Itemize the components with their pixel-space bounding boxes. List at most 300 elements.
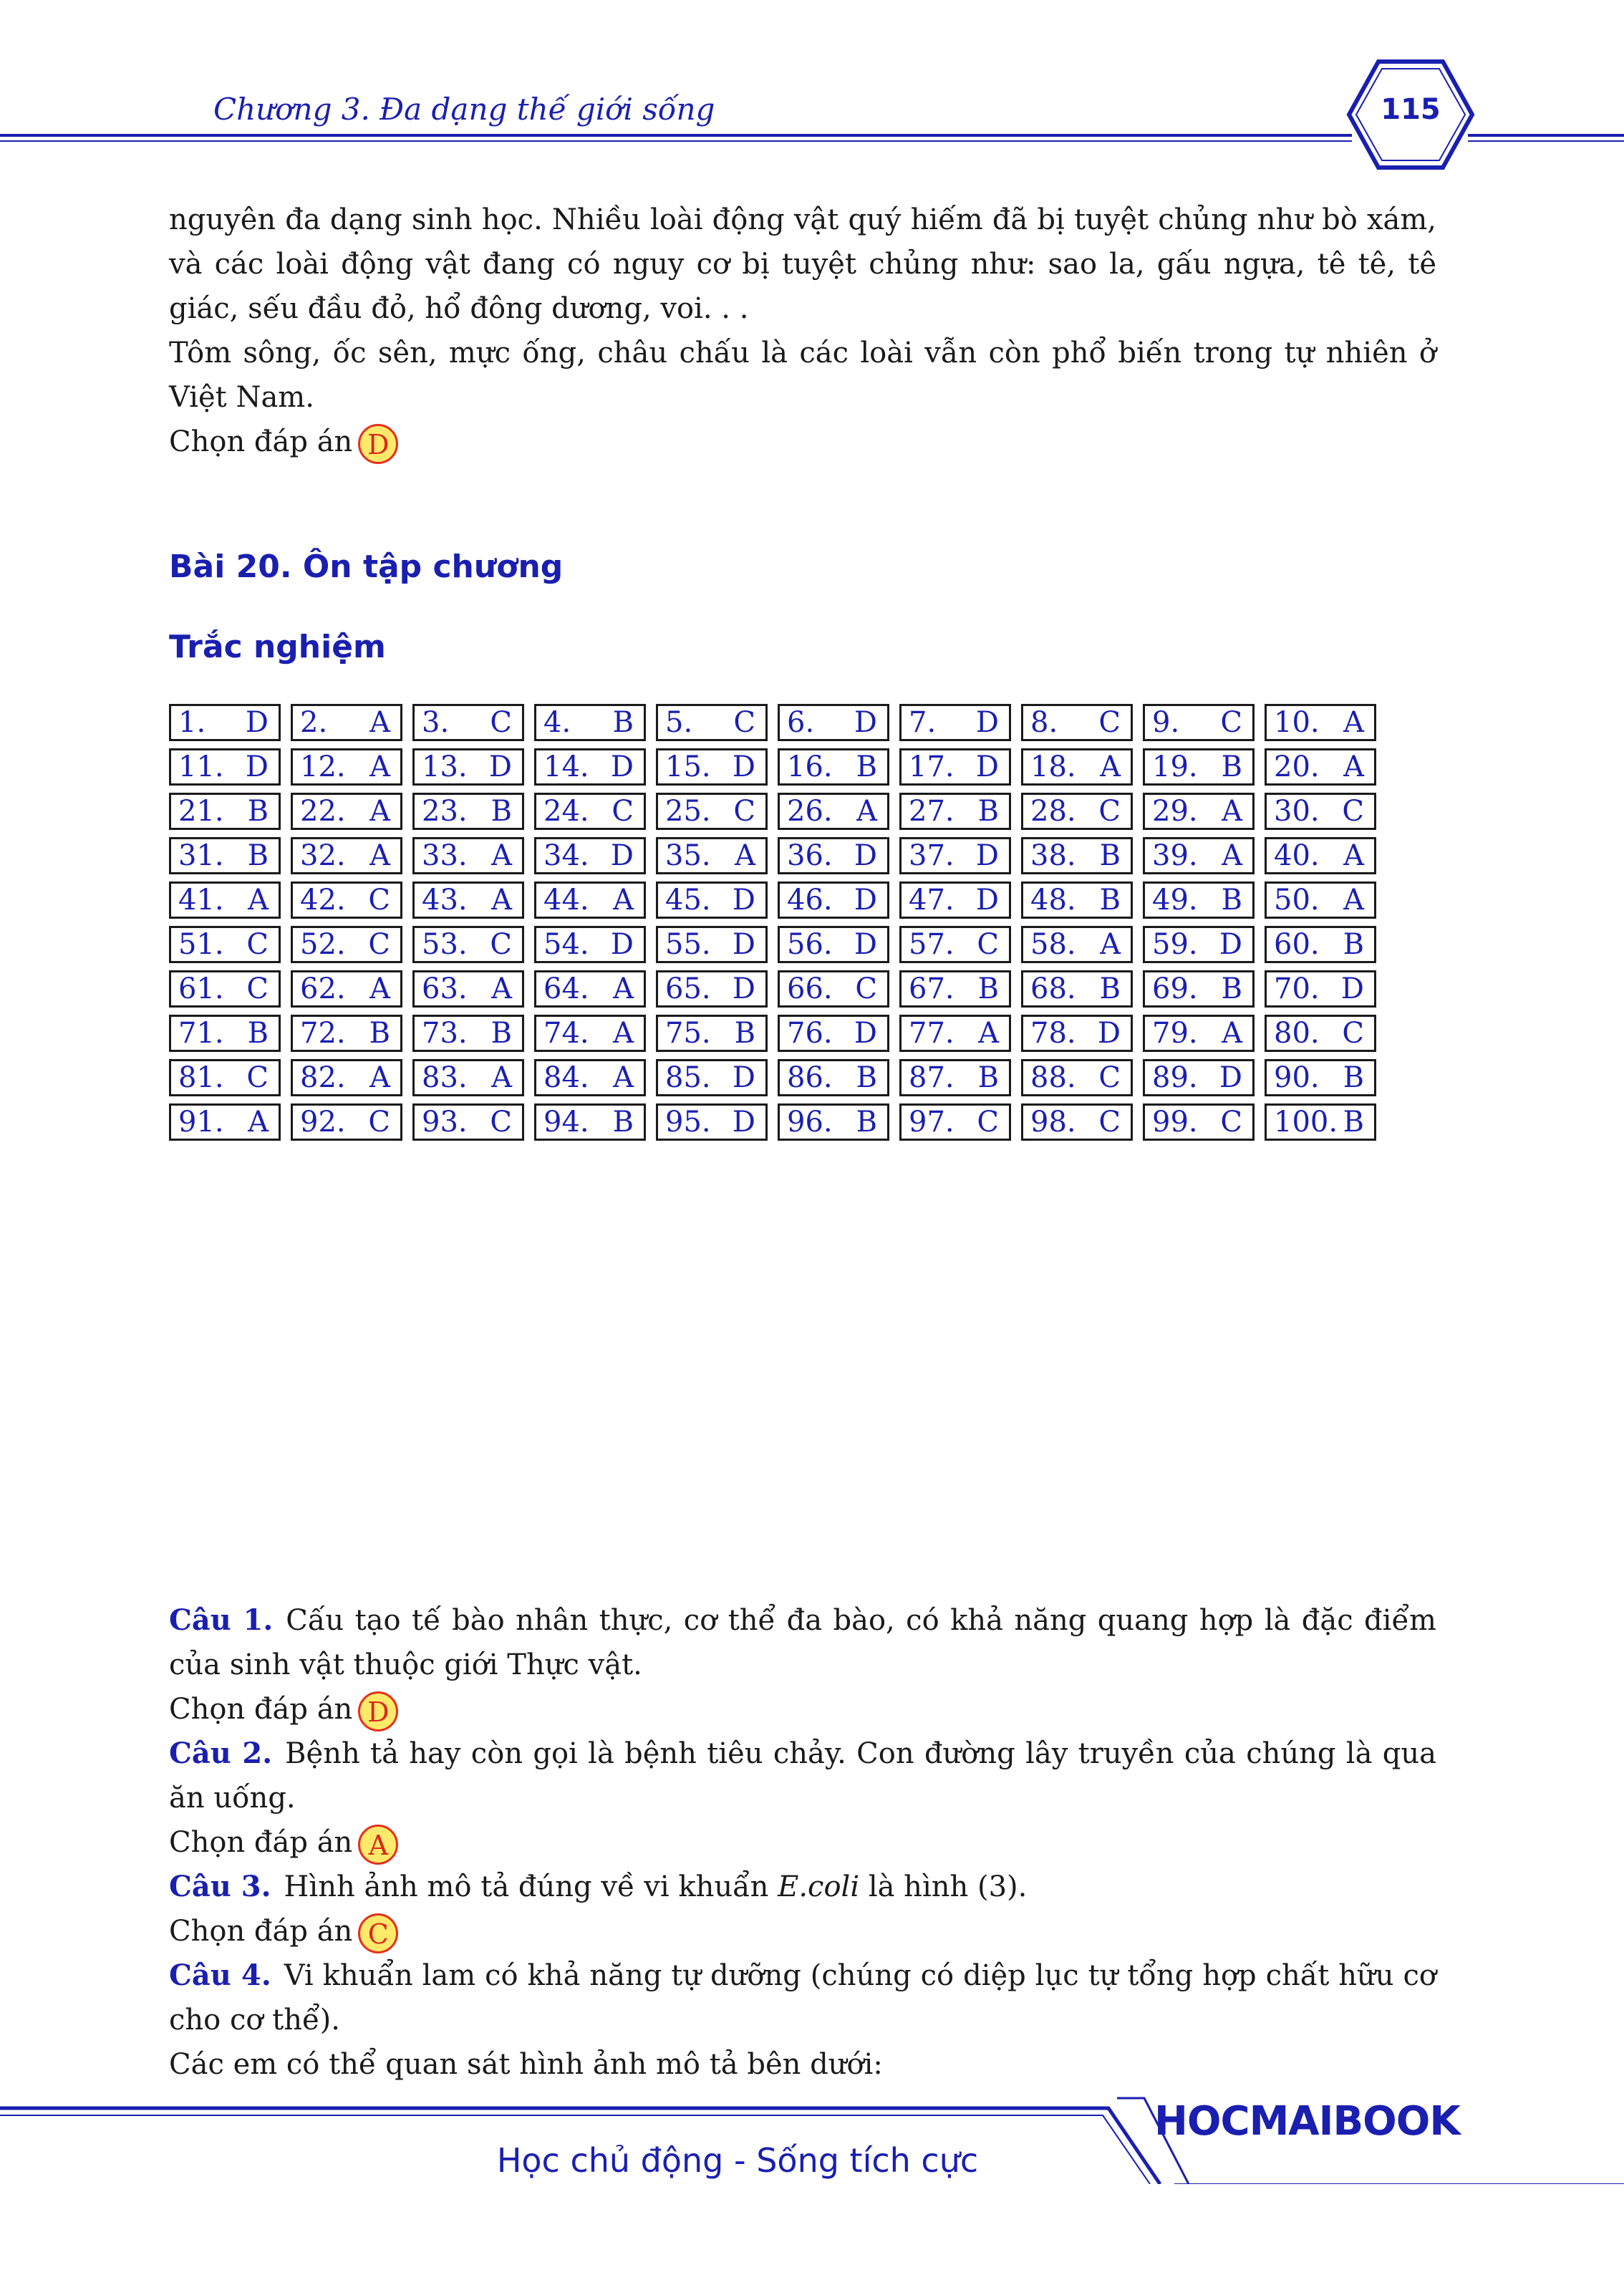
answer-cell	[656, 926, 768, 963]
answer-letter: C	[1098, 706, 1121, 739]
answer-letter: A	[613, 884, 634, 917]
answer-cell	[169, 837, 281, 874]
answer-cell	[534, 704, 646, 741]
answer-letter: B	[490, 795, 512, 828]
answer-cell	[1143, 926, 1255, 963]
answer-cell	[291, 926, 402, 963]
answer-circle: D	[358, 424, 398, 464]
answer-number: 77.	[909, 1017, 954, 1050]
answer-number: 98.	[1030, 1106, 1076, 1139]
question-2-text: Bệnh tả hay còn gọi là bệnh tiêu chảy. Con đường lây truyền của chúng là qua ăn uống.	[169, 1737, 1436, 1815]
answer-cell	[656, 1015, 768, 1052]
choose-label: Chọn đáp án	[169, 1693, 353, 1726]
answer-cell	[1021, 837, 1133, 874]
answer-letter: B	[369, 1017, 390, 1050]
answer-letter: B	[977, 972, 999, 1005]
answer-letter: C	[612, 795, 634, 828]
answer-letter: D	[732, 750, 755, 783]
answer-letter: A	[491, 884, 512, 917]
answer-cell	[1265, 1059, 1376, 1096]
answer-number: 82.	[300, 1061, 346, 1094]
answer-letter: D	[488, 750, 512, 783]
answer-cell	[778, 704, 889, 741]
answer-number: 72.	[300, 1017, 346, 1050]
answer-letter: C	[246, 972, 269, 1005]
question-2-label: Câu 2.	[169, 1737, 273, 1770]
answer-letter: A	[1343, 706, 1364, 739]
question-4-text: Vi khuẩn lam có khả năng tự dưỡng (chúng có diệp lục tự tổng hợp chất hữu cơ cho cơ thể).	[169, 1959, 1436, 2037]
answer-number: 96.	[787, 1106, 833, 1139]
answer-letter: D	[610, 839, 634, 872]
answer-number: 47.	[909, 884, 954, 917]
answer-number: 1.	[178, 706, 206, 739]
answer-circle: A	[358, 1825, 398, 1865]
intro-paragraph-1: nguyên đa dạng sinh học. Nhiều loài động vật quý hiếm đã bị tuyệt chủng như bò xám, và các loài động vật đang có nguy cơ bị tuyệt chủng như: sao la, gấu ngựa, tê tê, tê giác, sếu đầu đỏ, hổ đông dương, voi. . .	[169, 203, 1436, 325]
answer-letter: C	[1220, 706, 1242, 739]
answer-number: 4.	[543, 706, 571, 739]
answer-letter: B	[856, 1106, 877, 1139]
answer-letter: D	[854, 884, 877, 917]
answer-number: 75.	[665, 1017, 711, 1050]
answer-letter: D	[1219, 928, 1242, 961]
answer-cell	[1265, 704, 1376, 741]
answer-cell	[412, 1015, 524, 1052]
answer-cell	[534, 1059, 646, 1096]
answer-letter: D	[1340, 972, 1364, 1005]
answer-cell	[412, 970, 524, 1008]
answer-letter: A	[1222, 795, 1242, 828]
answer-number: 12.	[300, 750, 346, 783]
answer-circle: D	[358, 1691, 398, 1731]
question-1-choose	[169, 1687, 1436, 1731]
answer-letter: D	[975, 750, 999, 783]
answer-letter: B	[1343, 1106, 1364, 1139]
answer-number: 11.	[178, 750, 224, 783]
answer-cell	[412, 837, 524, 874]
answer-cell	[656, 1103, 768, 1141]
answer-cell	[169, 970, 281, 1008]
answer-letter: A	[369, 750, 390, 783]
answer-letter: C	[977, 928, 999, 961]
answer-letter: B	[612, 1106, 634, 1139]
answer-letter: A	[1343, 884, 1364, 917]
answer-cell	[778, 1015, 889, 1052]
answer-number: 45.	[665, 884, 711, 917]
answer-letter: A	[491, 1061, 512, 1094]
answer-number: 41.	[178, 884, 224, 917]
answer-number: 6.	[787, 706, 815, 739]
answer-cell	[656, 881, 768, 919]
answer-cell	[1021, 793, 1133, 830]
answer-cell	[778, 837, 889, 874]
answer-number: 65.	[665, 972, 711, 1005]
answer-cell	[534, 926, 646, 963]
answer-cell	[899, 1059, 1011, 1096]
answer-cell	[534, 837, 646, 874]
answer-number: 36.	[787, 839, 833, 872]
question-3	[169, 1865, 1436, 1909]
answer-cell	[656, 970, 768, 1008]
answer-letter: B	[612, 706, 634, 739]
answer-letter: B	[1221, 972, 1242, 1005]
answer-letter: D	[975, 706, 999, 739]
answer-letter: A	[613, 1061, 634, 1094]
answer-cell	[291, 1015, 402, 1052]
answer-letter: C	[490, 706, 512, 739]
answer-cell	[1265, 748, 1376, 786]
answer-number: 94.	[543, 1106, 589, 1139]
answer-letter: B	[734, 1017, 755, 1050]
answer-cell	[291, 793, 402, 830]
answer-letter: C	[855, 972, 877, 1005]
answer-cell	[1143, 1103, 1255, 1141]
answer-letter: A	[248, 884, 269, 917]
answer-number: 66.	[787, 972, 833, 1005]
answer-number: 16.	[787, 750, 833, 783]
answer-letter: C	[368, 1106, 390, 1139]
answer-number: 40.	[1274, 839, 1320, 872]
answer-letter: A	[856, 795, 877, 828]
answer-cell	[534, 970, 646, 1008]
answer-number: 7.	[909, 706, 937, 739]
answer-number: 100.	[1274, 1106, 1338, 1139]
intro-paragraph-2: Tôm sông, ốc sên, mực ống, châu chấu là các loài vẫn còn phổ biến trong tự nhiên ở Việt Nam.	[169, 337, 1436, 414]
answer-number: 28.	[1030, 795, 1076, 828]
answer-letter: A	[978, 1017, 999, 1050]
answer-number: 63.	[422, 972, 468, 1005]
answer-number: 68.	[1030, 972, 1076, 1005]
answer-cell	[899, 837, 1011, 874]
answer-letter: B	[1343, 928, 1364, 961]
answer-number: 37.	[909, 839, 954, 872]
answer-letter: B	[1343, 1061, 1364, 1094]
answer-number: 20.	[1274, 750, 1320, 783]
answer-letter: C	[246, 1061, 269, 1094]
answer-cell	[656, 1059, 768, 1096]
answer-cell	[169, 793, 281, 830]
answer-cell	[1021, 1103, 1133, 1141]
answer-number: 64.	[543, 972, 589, 1005]
choose-label: Chọn đáp án	[169, 1915, 353, 1948]
answer-number: 79.	[1152, 1017, 1198, 1050]
answer-letter: B	[247, 795, 269, 828]
answer-cell	[1143, 1015, 1255, 1052]
answer-cell	[1143, 748, 1255, 786]
answer-letter: B	[1221, 884, 1242, 917]
answer-cell	[656, 704, 768, 741]
answer-number: 23.	[422, 795, 468, 828]
answer-number: 30.	[1274, 795, 1320, 828]
choose-label: Chọn đáp án	[169, 1826, 353, 1859]
answer-number: 17.	[909, 750, 954, 783]
answer-number: 38.	[1030, 839, 1076, 872]
answer-cell	[412, 1103, 524, 1141]
answer-letter: D	[245, 706, 269, 739]
answer-number: 25.	[665, 795, 711, 828]
answer-number: 27.	[909, 795, 954, 828]
answer-number: 95.	[665, 1106, 711, 1139]
question-1	[169, 1598, 1436, 1687]
answer-number: 61.	[178, 972, 224, 1005]
answer-letter: D	[854, 839, 877, 872]
answer-cell	[534, 1103, 646, 1141]
answer-letter: C	[1220, 1106, 1242, 1139]
answer-number: 19.	[1152, 750, 1198, 783]
answer-cell	[1265, 881, 1376, 919]
answer-number: 74.	[543, 1017, 589, 1050]
answer-cell	[412, 926, 524, 963]
answer-letter: D	[854, 706, 877, 739]
answer-letter: D	[732, 1106, 755, 1139]
answer-letter: C	[977, 1106, 999, 1139]
answer-number: 62.	[300, 972, 346, 1005]
answer-cell	[1265, 970, 1376, 1008]
answer-cell	[1021, 926, 1133, 963]
answer-number: 35.	[665, 839, 711, 872]
answer-letter: B	[856, 1061, 877, 1094]
footer-slogan: Học chủ động - Sống tích cực	[496, 2141, 979, 2180]
answer-cell	[1021, 1015, 1133, 1052]
answer-cell	[1265, 1103, 1376, 1141]
section-subtitle: Trắc nghiệm	[169, 629, 386, 665]
hocmaibook-logo: HOCMAIBOOK	[1154, 2098, 1460, 2145]
question-1-label: Câu 1.	[169, 1603, 274, 1637]
answer-cell	[169, 881, 281, 919]
answer-number: 42.	[300, 884, 346, 917]
answer-letter: D	[610, 928, 634, 961]
answer-letter: D	[854, 928, 877, 961]
answer-cell	[899, 1103, 1011, 1141]
answer-letter: B	[490, 1017, 512, 1050]
answer-number: 2.	[300, 706, 328, 739]
answer-letter: A	[613, 972, 634, 1005]
answer-letter: C	[1098, 1061, 1121, 1094]
answer-cell	[412, 748, 524, 786]
answer-cell	[899, 926, 1011, 963]
answer-number: 26.	[787, 795, 833, 828]
answer-letter: D	[1097, 1017, 1121, 1050]
answer-number: 58.	[1030, 928, 1076, 961]
answer-table	[169, 704, 1376, 1141]
answer-number: 13.	[422, 750, 468, 783]
answer-letter: C	[1098, 1106, 1121, 1139]
answer-number: 91.	[178, 1106, 224, 1139]
answer-cell	[899, 704, 1011, 741]
answer-number: 57.	[909, 928, 954, 961]
answer-number: 24.	[543, 795, 589, 828]
answer-number: 84.	[543, 1061, 589, 1094]
answer-number: 48.	[1030, 884, 1076, 917]
answer-cell	[534, 1015, 646, 1052]
answer-number: 8.	[1030, 706, 1058, 739]
question-3-choose	[169, 1909, 1436, 1953]
answer-number: 88.	[1030, 1061, 1076, 1094]
answer-letter: B	[1099, 884, 1121, 917]
answer-letter: A	[735, 839, 755, 872]
answer-number: 76.	[787, 1017, 833, 1050]
question-2-choose	[169, 1820, 1436, 1865]
answer-number: 87.	[909, 1061, 954, 1094]
answer-number: 39.	[1152, 839, 1198, 872]
answer-number: 15.	[665, 750, 711, 783]
answer-number: 59.	[1152, 928, 1198, 961]
answer-number: 86.	[787, 1061, 833, 1094]
answer-letter: A	[369, 1061, 390, 1094]
answer-cell	[1143, 704, 1255, 741]
answer-cell	[534, 748, 646, 786]
question-3-text-a: Hình ảnh mô tả đúng về vi khuẩn	[284, 1870, 769, 1903]
answer-letter: D	[975, 839, 999, 872]
answer-number: 44.	[543, 884, 589, 917]
answer-letter: D	[975, 884, 999, 917]
choose-label: Chọn đáp án	[169, 425, 353, 458]
answer-cell	[534, 793, 646, 830]
answer-number: 81.	[178, 1061, 224, 1094]
answer-letter: D	[245, 750, 269, 783]
answer-number: 55.	[665, 928, 711, 961]
answer-number: 85.	[665, 1061, 711, 1094]
answer-cell	[1265, 926, 1376, 963]
answer-cell	[291, 1059, 402, 1096]
answer-cell	[899, 793, 1011, 830]
answer-cell	[1143, 970, 1255, 1008]
answer-cell	[778, 1103, 889, 1141]
answer-cell	[778, 793, 889, 830]
answer-number: 50.	[1274, 884, 1320, 917]
question-1-text: Cấu tạo tế bào nhân thực, cơ thể đa bào, có khả năng quang hợp là đặc điểm của sinh vật thuộc giới Thực vật.	[169, 1604, 1436, 1681]
answer-number: 56.	[787, 928, 833, 961]
answer-cell	[778, 970, 889, 1008]
answer-number: 73.	[422, 1017, 468, 1050]
answer-number: 89.	[1152, 1061, 1198, 1094]
answer-letter: B	[1221, 750, 1242, 783]
answer-number: 46.	[787, 884, 833, 917]
answer-letter: A	[1100, 928, 1121, 961]
answer-number: 70.	[1274, 972, 1320, 1005]
answer-letter: D	[610, 750, 634, 783]
answer-letter: D	[854, 1017, 877, 1050]
answer-letter: A	[1343, 750, 1364, 783]
answer-letter: B	[1099, 972, 1121, 1005]
answer-cell	[169, 1015, 281, 1052]
answer-number: 22.	[300, 795, 346, 828]
answer-cell	[1021, 1059, 1133, 1096]
answer-letter: C	[246, 928, 269, 961]
answer-cell	[291, 881, 402, 919]
answer-cell	[291, 704, 402, 741]
answer-cell	[169, 926, 281, 963]
answer-number: 31.	[178, 839, 224, 872]
answer-cell	[1265, 793, 1376, 830]
answer-number: 80.	[1274, 1017, 1320, 1050]
answer-cell	[899, 748, 1011, 786]
answer-number: 34.	[543, 839, 589, 872]
intro-choose-line	[169, 420, 1436, 464]
answer-letter: C	[1342, 1017, 1364, 1050]
answer-letter: A	[369, 972, 390, 1005]
answer-cell	[656, 748, 768, 786]
answer-number: 97.	[909, 1106, 954, 1139]
answer-letter: C	[368, 884, 390, 917]
answer-cell	[778, 1059, 889, 1096]
answer-cell	[656, 793, 768, 830]
answer-letter: B	[977, 1061, 999, 1094]
answer-cell	[1021, 704, 1133, 741]
answer-number: 49.	[1152, 884, 1198, 917]
answer-number: 43.	[422, 884, 468, 917]
answer-letter: C	[733, 795, 755, 828]
answer-letter: A	[369, 795, 390, 828]
answer-cell	[169, 704, 281, 741]
answer-number: 54.	[543, 928, 589, 961]
answer-number: 90.	[1274, 1061, 1320, 1094]
question-3-label: Câu 3.	[169, 1870, 271, 1903]
answer-cell	[1265, 1015, 1376, 1052]
answer-cell	[1143, 1059, 1255, 1096]
answer-cell	[291, 837, 402, 874]
answer-number: 18.	[1030, 750, 1076, 783]
answer-cell	[1021, 881, 1133, 919]
answer-letter: A	[491, 972, 512, 1005]
answer-cell	[291, 748, 402, 786]
question-4	[169, 1953, 1436, 2042]
answer-letter: D	[732, 928, 755, 961]
answer-letter: B	[1099, 839, 1121, 872]
answer-number: 93.	[422, 1106, 468, 1139]
answer-number: 14.	[543, 750, 589, 783]
answer-number: 21.	[178, 795, 224, 828]
answer-letter: A	[248, 1106, 269, 1139]
question-4-label: Câu 4.	[169, 1958, 271, 1992]
answer-number: 53.	[422, 928, 468, 961]
answer-letter: C	[368, 928, 390, 961]
answer-cell	[1143, 793, 1255, 830]
answer-number: 69.	[1152, 972, 1198, 1005]
answer-letter: A	[1343, 839, 1364, 872]
answer-letter: C	[490, 1106, 512, 1139]
question-4-note: Các em có thể quan sát hình ảnh mô tả bên dưới:	[169, 2048, 883, 2081]
answer-letter: C	[1342, 795, 1364, 828]
section-title: Bài 20. Ôn tập chương	[169, 549, 564, 585]
answer-number: 78.	[1030, 1017, 1076, 1050]
answer-cell	[1021, 748, 1133, 786]
answer-letter: C	[1098, 795, 1121, 828]
answer-letter: B	[977, 795, 999, 828]
answer-letter: D	[732, 884, 755, 917]
answer-letter: A	[491, 839, 512, 872]
answer-number: 83.	[422, 1061, 468, 1094]
answer-circle: C	[358, 1913, 398, 1953]
answer-number: 67.	[909, 972, 954, 1005]
answer-cell	[899, 970, 1011, 1008]
answer-cell	[169, 748, 281, 786]
answer-cell	[656, 837, 768, 874]
answer-cell	[412, 881, 524, 919]
answer-cell	[169, 1103, 281, 1141]
answer-cell	[412, 704, 524, 741]
answer-cell	[1143, 837, 1255, 874]
answer-cell	[291, 1103, 402, 1141]
answer-number: 52.	[300, 928, 346, 961]
answer-letter: B	[856, 750, 877, 783]
answer-letter: C	[733, 706, 755, 739]
chapter-title: Chương 3. Đa dạng thế giới sống	[213, 92, 715, 127]
answer-letter: A	[369, 839, 390, 872]
answer-cell	[899, 881, 1011, 919]
answer-number: 10.	[1274, 706, 1320, 739]
answer-number: 71.	[178, 1017, 224, 1050]
answer-letter: A	[1222, 839, 1242, 872]
